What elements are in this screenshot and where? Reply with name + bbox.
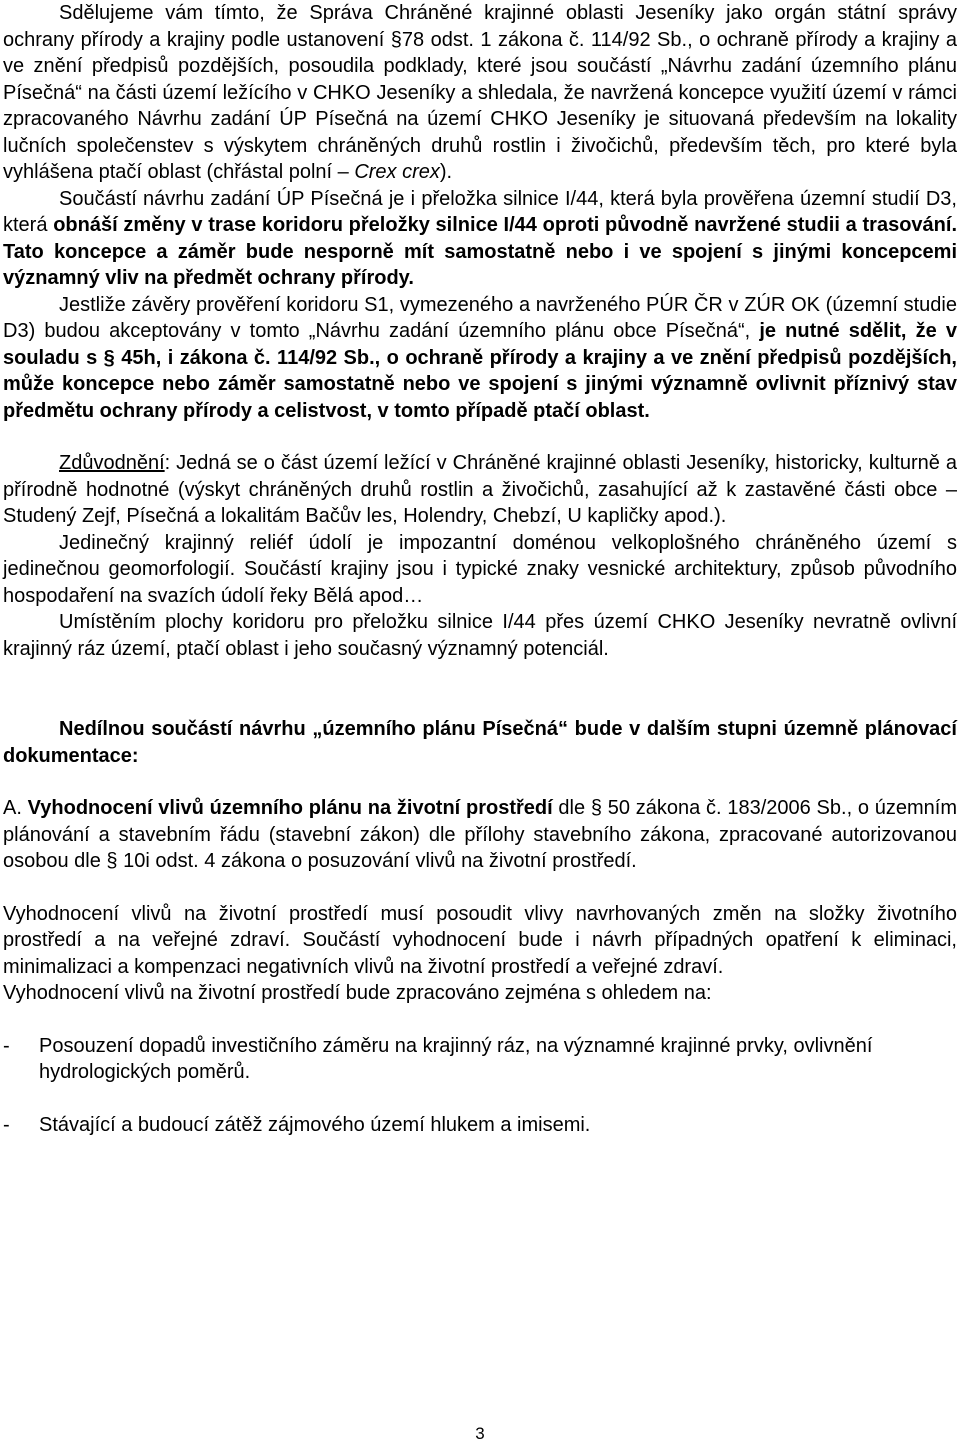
- paragraph-relief: Jedinečný krajinný reliéf údolí je impozantní doménou velkoplošného chráněného území s jedinečnou geomorfologií. Součástí krajiny jsou i typické znaky vesnické architektury, způsob původního hospodaření na svazích údolí řeky Bělá apod…: [3, 531, 957, 607]
- spacer: [3, 1007, 957, 1033]
- bold-conclusion: je nutné sdělit, že v souladu s § 45h, i zákona č. 114/92 Sb., o ochraně přírody a krajiny a ve znění předpisů pozdějších, může koncepce nebo záměr samostatně nebo ve spojení s jinými významně ovlivnit příznivý stav předmětu ochrany přírody a celistvost, v tomto případě ptačí oblast.: [3, 320, 957, 422]
- paragraph-assessment: Vyhodnocení vlivů na životní prostředí musí posoudit vlivy navrhovaných změn na složky životního prostředí a na veřejné zdraví. Součástí vyhodnocení bude i návrh případných opatření k eliminaci, minimalizaci a kompenzaci negativních vlivů na životní prostředí a veřejné zdraví.: [3, 902, 957, 978]
- species-name: Crex crex: [354, 161, 440, 183]
- list-item-text: Stávající a budoucí zátěž zájmového území hlukem a imisemi.: [39, 1113, 591, 1136]
- spacer: [3, 875, 957, 901]
- list-item: [3, 1112, 957, 1139]
- spacer: [3, 424, 957, 450]
- document-page: [3, 0, 957, 1138]
- list-dash: -: [3, 1034, 10, 1057]
- list-dash: -: [3, 1113, 10, 1136]
- section-heading: Nedílnou součástí návrhu „územního plánu Písečná“ bude v dalším stupni územně plánovací dokumentace:: [3, 718, 957, 767]
- spacer: [3, 769, 957, 795]
- paragraph-justification: Zdůvodnění: Jedná se o část území ležící v Chráněné krajinné oblasti Jeseníky, historicky, kulturně a přírodně hodnotné (výskyt chráněných druhů rostlin a živočichů, zasahující až k zastavěné části obce – Studený Zejf, Písečná a lokalitám Bačův les, Holendry, Chebzí, U kapličky apod.).: [3, 452, 957, 527]
- paragraph-placement: Umístěním plochy koridoru pro přeložku silnice I/44 přes území CHKO Jeseníky nevratně ovlivní krajinný ráz území, ptačí oblast i jeho současný významný potenciál.: [3, 611, 957, 660]
- paragraph-bypass: Součástí návrhu zadání ÚP Písečná je i přeložka silnice I/44, která byla prověřena územní studií D3, která obnáší změny v trase koridoru přeložky silnice I/44 oproti původně navržené studii a trasování. Tato koncepce a záměr bude nesporně mít samostatně nebo i ve spojení s jinými koncepcemi významný vliv na předmět ochrany přírody.: [3, 187, 957, 289]
- paragraph-corridor: Jestliže závěry prověření koridoru S1, vymezeného a navrženého PÚR ČR v ZÚR OK (územní studie D3) budou akceptovány v tomto „Návrhu zadání územního plánu obce Písečná“, je nutné sdělit, že v souladu s § 45h, i zákona č. 114/92 Sb., o ochraně přírody a krajiny a ve znění předpisů pozdějších, může koncepce nebo záměr samostatně nebo ve spojení s jinými významně ovlivnit příznivý stav předmětu ochrany přírody a celistvost, v tomto případě ptačí oblast.: [3, 293, 957, 422]
- paragraph-focus: Vyhodnocení vlivů na životní prostředí bude zpracováno zejména s ohledem na:: [3, 982, 712, 1004]
- spacer: [3, 1086, 957, 1112]
- list-item: [3, 1033, 957, 1086]
- page-number: 3: [475, 1424, 485, 1443]
- justification-label: Zdůvodnění: [59, 452, 165, 474]
- paragraph-intro: Sdělujeme vám tímto, že Správa Chráněné krajinné oblasti Jeseníky jako orgán státní správy ochrany přírody a krajiny podle ustanovení §78 odst. 1 zákona č. 114/92 Sb., o ochraně přírody a krajiny a ve znění předpisů pozdějších, posoudila podklady, které jsou součástí „Návrhu zadání územního plánu Písečná“ na části území ležícího v CHKO Jeseníky a shledala, že navržená koncepce využití území v rámci zpracovaného Návrhu zadání ÚP Písečná na území CHKO Jeseníky je situovaná především na lokality lučních společenstev s výskytem chráněných druhů rostlin i živočichů, především těch, pro které byla vyhlášena ptačí oblast (chřástal polní – Crex crex).: [3, 2, 957, 183]
- section-a: A. Vyhodnocení vlivů územního plánu na životní prostředí dle § 50 zákona č. 183/2006 Sb., o územním plánování a stavebním řádu (stavební zákon) dle přílohy stavebního zákona, zpracované autorizovanou osobou dle § 10i odst. 4 zákona o posuzování vlivů na životní prostředí.: [3, 797, 958, 872]
- spacer: [3, 662, 957, 716]
- list-item-text: Posouzení dopadů investičního záměru na krajinný ráz, na významné krajinné prvky, ovlivnění hydrologických poměrů.: [39, 1034, 873, 1083]
- bold-statement: obnáší změny v trase koridoru přeložky silnice I/44 oproti původně navržené studii a trasování. Tato koncepce a záměr bude nesporně mít samostatně nebo i ve spojení s jinými koncepcemi významný vliv na předmět ochrany přírody.: [3, 214, 957, 289]
- section-a-title: Vyhodnocení vlivů územního plánu na životní prostředí: [27, 797, 553, 819]
